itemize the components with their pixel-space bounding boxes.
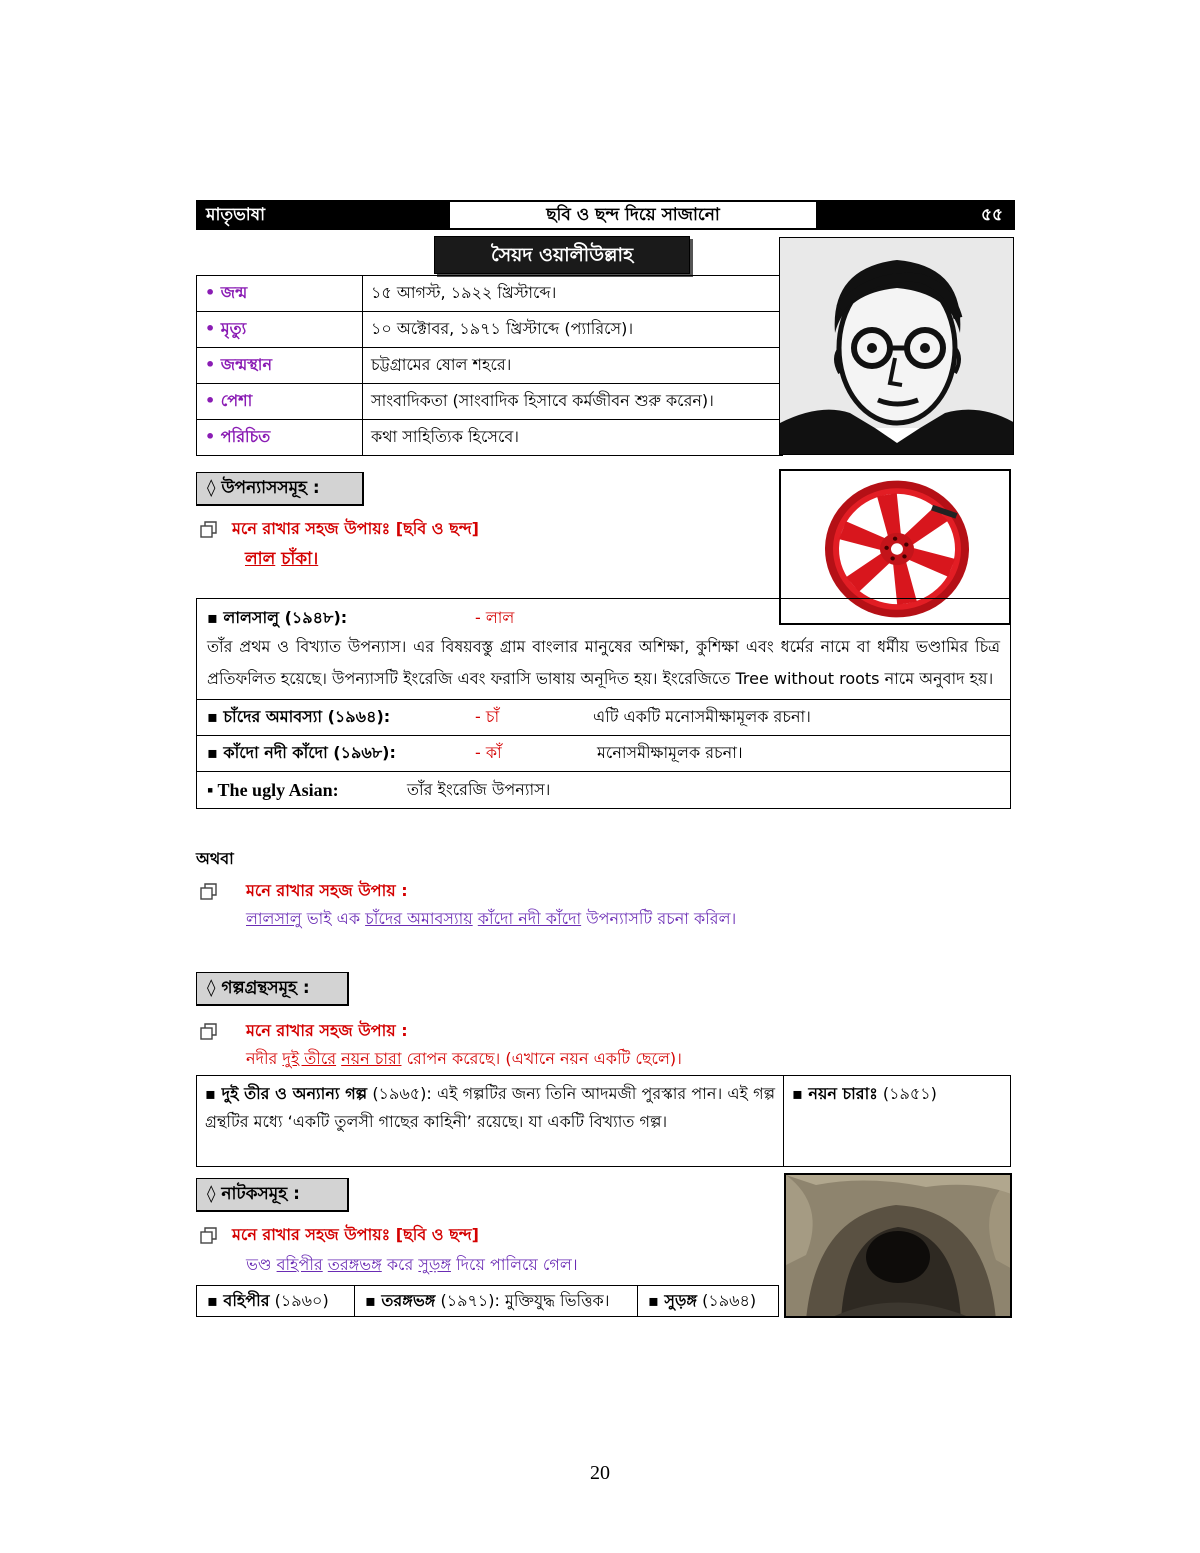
drama-title: ▪ তরঙ্গভঙ্গ [365, 1291, 436, 1310]
drama-mnemonic [246, 1252, 578, 1279]
info-key: • পরিচিত [197, 420, 363, 456]
drama-tip-text: মনে রাখার সহজ উপায়ঃ [ছবি ও ছন্দ] [232, 1225, 479, 1244]
alt-mnemonic-sentence [246, 906, 736, 933]
or-label: অথবা [196, 849, 234, 868]
novel-hint: - চাঁ [475, 707, 500, 726]
novel-lalsalu [197, 599, 1010, 700]
info-key: • পেশা [197, 384, 363, 420]
header-book-title: ছবি ও ছন্দ দিয়ে সাজানো [448, 202, 818, 228]
section-stories: ◊ গল্পগ্রন্থসমূহ : [196, 972, 349, 1006]
drama-year: (১৯৬০) [269, 1291, 329, 1310]
author-info-table [196, 275, 783, 456]
mnemonic-text: দিয়ে পালিয়ে গেল। [450, 1255, 578, 1274]
info-value: ১৫ আগস্ট, ১৯২২ খ্রিস্টাব্দে। [363, 276, 783, 312]
sentence-text: উপন্যাসটি রচনা করিল। [581, 909, 737, 928]
sentence-lalsalu: লালসালু [246, 909, 302, 928]
drama-title: ▪ বহিপীর [207, 1291, 270, 1310]
mnemonic-text: ভণ্ড [246, 1255, 277, 1274]
story-dui-tir [197, 1076, 784, 1166]
mnemonic-word-lal: লাল [245, 549, 276, 569]
mnemonic-toronggobhongo: তরঙ্গভঙ্গ [327, 1255, 382, 1274]
story-description: (১৯৬৫): এই গল্পটির জন্য তিনি আদমজী পুরস্কার পান। এই গল্প গ্রন্থটির মধ্যে ‘একটি তুলসী গাছের কাহিনী’ রয়েছে। যা একটি বিখ্যাত গল্প। [205, 1084, 775, 1131]
mnemonic-text: নদীর [246, 1049, 283, 1068]
mnemonic-word-chaka: চাঁকা। [281, 549, 319, 569]
page-number: 20 [590, 1462, 610, 1484]
novels-list [196, 598, 1011, 809]
section-dramas: ◊ নাটকসমূহ : [196, 1178, 349, 1212]
novel-title: ▪ The ugly Asian: [207, 779, 339, 800]
mnemonic-dui-tire: দুই তীরে [282, 1049, 337, 1068]
mnemonic-noyon-chara: নয়ন চারা [341, 1049, 402, 1068]
drama-surongo [638, 1286, 778, 1316]
stories-tip [200, 1018, 408, 1045]
novels-tip [200, 516, 479, 543]
novel-title: ▪ চাঁদের অমাবস্যা (১৯৬৪): [207, 707, 391, 726]
info-key: • জন্মস্থান [197, 348, 363, 384]
info-value: সাংবাদিকতা (সাংবাদিক হিসাবে কর্মজীবন শুরু করেন)। [363, 384, 783, 420]
info-key: • জন্ম [197, 276, 363, 312]
sentence-text: ভাই এক [301, 909, 366, 928]
novel-description: তাঁর প্রথম ও বিখ্যাত উপন্যাস। এর বিষয়বস্তু গ্রাম বাংলার মানুষের অশিক্ষা, কুশিক্ষা এবং ধর্মের নামে বা ধর্মীয় ভণ্ডামির চিত্র প্রতিফলিত হয়েছে। উপন্যাসটি ইংরেজি এবং ফরাসি ভাষায় অনূদিত হয়। ইংরেজিতে Tree without roots নামে অনুবাদ হয়। [207, 637, 1000, 688]
info-key: • মৃত্যু [197, 312, 363, 348]
mnemonic-surongo: সুড়ঙ্গ [418, 1255, 451, 1274]
drama-title: ▪ সুড়ঙ্গ [648, 1291, 698, 1310]
mnemonic-text: করে [381, 1255, 419, 1274]
novel-description: এটি একটি মনোসমীক্ষামূলক রচনা। [593, 707, 811, 726]
info-row-known-as [197, 420, 783, 456]
novel-hint: - লাল [475, 607, 515, 627]
page-header [196, 200, 1015, 230]
drama-bohipir [197, 1286, 355, 1316]
info-row-birth [197, 276, 783, 312]
mnemonic-text: রোপন করেছে। (এখানে নয়ন একটি ছেলে)। [401, 1049, 682, 1068]
copy-icon [200, 1023, 218, 1041]
novels-mnemonic [245, 546, 318, 574]
novel-hint: - কাঁ [475, 743, 502, 762]
drama-toronggobhongo [355, 1286, 638, 1316]
novel-ugly-asian [197, 772, 1010, 808]
drama-year: (১৯৬৪) [697, 1291, 757, 1310]
sentence-kando: কাঁদো নদী কাঁদো [477, 909, 582, 928]
mnemonic-bohipir: বহিপীর [276, 1255, 323, 1274]
novels-tip-text: মনে রাখার সহজ উপায়ঃ [ছবি ও ছন্দ] [232, 519, 479, 538]
portrait-sketch-image [780, 238, 1014, 455]
info-row-death [197, 312, 783, 348]
drama-description: (১৯৭১): মুক্তিযুদ্ধ ভিত্তিক। [435, 1291, 610, 1310]
novel-title: ▪ কাঁদো নদী কাঁদো (১৯৬৮): [207, 743, 396, 762]
novel-description: তাঁর ইংরেজি উপন্যাস। [407, 779, 551, 799]
sentence-chander: চাঁদের অমাবস্যায় [365, 909, 473, 928]
story-title: ▪ দুই তীর ও অন্যান্য গল্প [205, 1084, 368, 1103]
header-subject: মাতৃভাষা [198, 202, 448, 228]
copy-icon [200, 883, 218, 901]
info-value: কথা সাহিত্যিক হিসেবে। [363, 420, 783, 456]
novel-chander-amabashya [197, 700, 1010, 736]
tunnel-picture [786, 1175, 1012, 1318]
drama-table [196, 1285, 779, 1317]
info-row-profession [197, 384, 783, 420]
novel-title: ▪ লালসালু (১৯৪৮): [207, 607, 348, 627]
info-value: ১০ অক্টোবর, ১৯৭১ খ্রিস্টাব্দে (প্যারিসে)। [363, 312, 783, 348]
tunnel-image [784, 1173, 1012, 1318]
novel-kando-nodi-kando [197, 736, 1010, 772]
copy-icon [200, 1227, 218, 1245]
drama-tip [200, 1222, 479, 1249]
novel-description: মনোসমীক্ষামূলক রচনা। [597, 743, 743, 762]
section-novels: ◊ উপন্যাসসমূহ : [196, 472, 364, 506]
alt-tip [200, 878, 408, 905]
author-portrait [779, 237, 1014, 455]
story-year: (১৯৫১) [877, 1084, 937, 1103]
stories-table [196, 1075, 1011, 1167]
author-name-title: সৈয়দ ওয়ালীউল্লাহ [434, 236, 690, 274]
info-row-birthplace [197, 348, 783, 384]
copy-icon [200, 521, 218, 539]
alt-tip-text: মনে রাখার সহজ উপায় : [246, 881, 408, 900]
header-page-index: ৫৫ [818, 202, 1013, 228]
stories-mnemonic [246, 1046, 682, 1073]
info-value: চট্টগ্রামের ষোল শহরে। [363, 348, 783, 384]
stories-tip-text: মনে রাখার সহজ উপায় : [246, 1021, 408, 1040]
story-title: ▪ নয়ন চারাঃ [792, 1084, 878, 1103]
story-noyon-chara [784, 1076, 1010, 1166]
